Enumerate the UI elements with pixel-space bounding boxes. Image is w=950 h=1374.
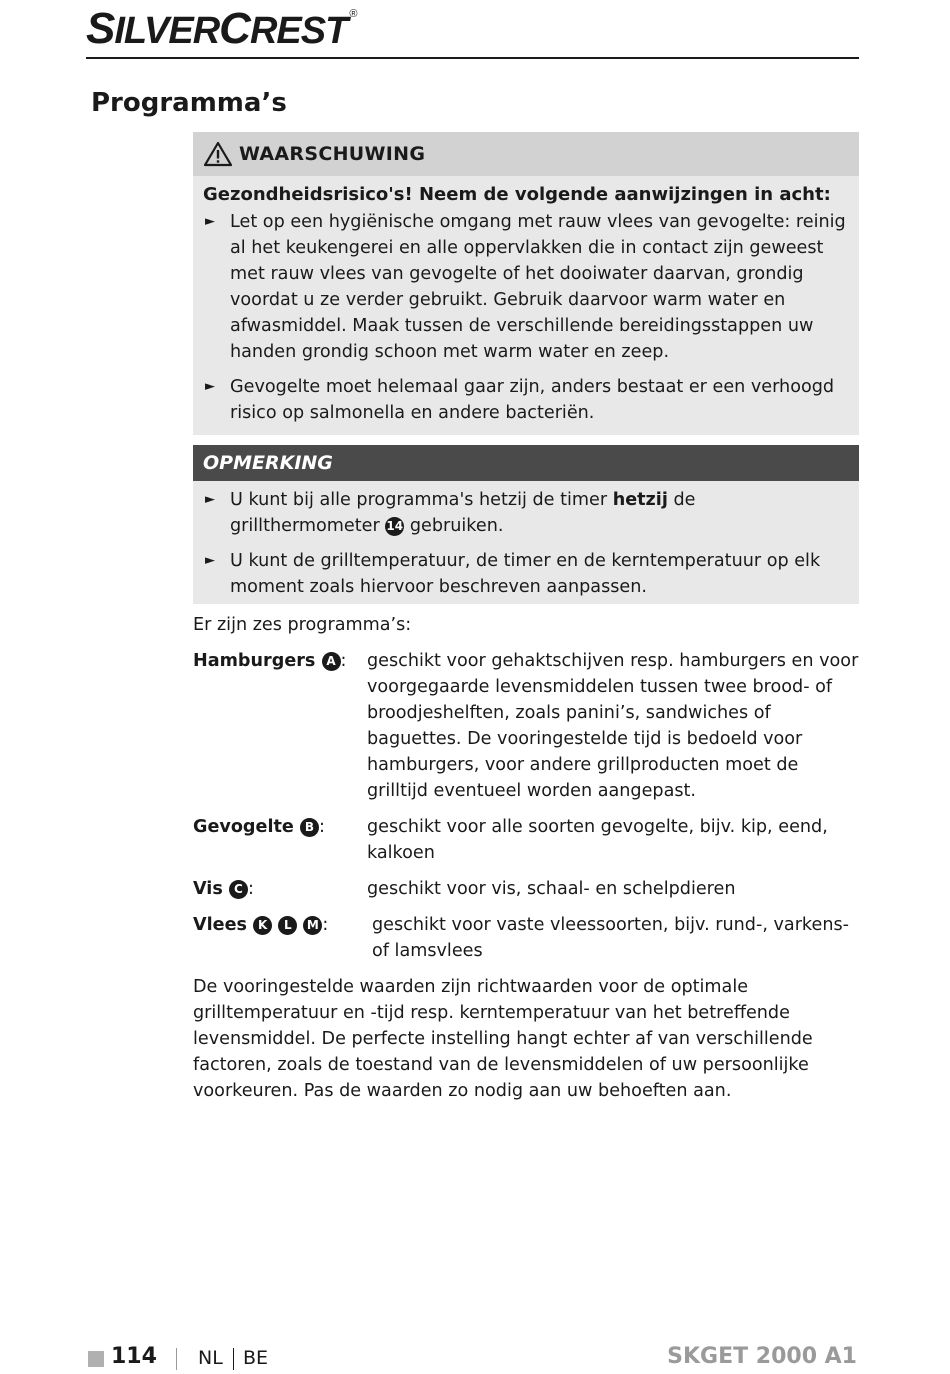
header-rule bbox=[86, 57, 859, 59]
program-description: geschikt voor vaste vleessoorten, bijv. rund-, varkens- of lamsvlees bbox=[372, 915, 849, 961]
page-number: 114 bbox=[111, 1344, 157, 1369]
model-number: SKGET 2000 A1 bbox=[667, 1344, 857, 1369]
main-content bbox=[193, 132, 859, 1104]
program-badge: A bbox=[322, 652, 341, 671]
program-name: Vlees K L M : bbox=[193, 915, 329, 935]
page-title: Programma’s bbox=[91, 88, 287, 118]
list-item: ► Let op een hygiënische omgang met rauw vlees van gevogelte: reinig al het keukengerei en alle oppervlakken die in contact zijn geweest met rauw vlees van gevogelte of het dooiwater daarvan, grondig voordat u ze verder gebruikt. Gebruik daarvoor warm water en afwasmiddel. Maak tussen de verschillende bereidingsstappen uw handen grondig schoon met warm water en zeep. bbox=[203, 209, 849, 365]
warning-triangle-icon bbox=[203, 141, 233, 167]
program-name: Gevogelte B : bbox=[193, 817, 325, 837]
note-header bbox=[193, 445, 859, 481]
program-name: Vis C : bbox=[193, 879, 254, 899]
footer-divider bbox=[233, 1348, 234, 1370]
warning-heading: WAARSCHUWING bbox=[239, 143, 426, 165]
program-description: geschikt voor alle soorten gevogelte, bijv. kip, eend, kalkoen bbox=[367, 817, 828, 863]
note-heading: OPMERKING bbox=[203, 452, 333, 474]
triangle-bullet-icon: ► bbox=[205, 492, 215, 507]
brand-logo: SILVERCREST ® bbox=[86, 4, 357, 53]
program-badge: K bbox=[253, 916, 272, 935]
program-description: geschikt voor gehaktschijven resp. hamburgers en voor voorgegaarde levensmiddelen tussen twee brood- of broodjeshelften, zoals panini’s, sandwiches of baguettes. De vooringestelde tijd is bedoeld voor hamburgers, voor andere grillproducten moet de grilltijd eventueel worden aangepast. bbox=[367, 651, 859, 801]
note-box bbox=[193, 445, 859, 604]
triangle-bullet-icon: ► bbox=[205, 553, 215, 568]
list-item: ► U kunt bij alle programma's hetzij de timer hetzij de grillthermometer 14 gebruiken. bbox=[203, 487, 849, 539]
note-list bbox=[193, 481, 859, 600]
warning-header bbox=[193, 132, 859, 176]
program-row bbox=[193, 912, 859, 964]
list-item: ► Gevogelte moet helemaal gaar zijn, anders bestaat er een verhoogd risico op salmonella en andere bacteriën. bbox=[203, 374, 849, 426]
program-name: Hamburgers A : bbox=[193, 651, 347, 671]
part-number-badge: 14 bbox=[385, 517, 404, 536]
footer-square-marker bbox=[88, 1351, 104, 1367]
footer-divider bbox=[176, 1348, 177, 1370]
program-badge: M bbox=[303, 916, 322, 935]
language-code: NL bbox=[198, 1347, 223, 1369]
warning-list bbox=[193, 209, 859, 426]
triangle-bullet-icon: ► bbox=[205, 214, 215, 229]
program-badge: C bbox=[229, 880, 248, 899]
programs-intro: Er zijn zes programma’s: bbox=[193, 615, 412, 635]
program-description: geschikt voor vis, schaal- en schelpdieren bbox=[367, 879, 736, 899]
closing-paragraph: De vooringestelde waarden zijn richtwaarden voor de optimale grilltemperatuur en -tijd resp. kerntemperatuur van het betreffende levensmiddel. De perfecte instelling hangt echter af van verschillende factoren, zoals de toestand van de levensmiddelen of uw persoonlijke voorkeuren. Pas de waarden zo nodig aan uw behoeften aan. bbox=[193, 977, 813, 1101]
program-badge: B bbox=[300, 818, 319, 837]
program-badge: L bbox=[278, 916, 297, 935]
program-row bbox=[193, 648, 859, 804]
language-code: BE bbox=[243, 1347, 269, 1369]
program-row bbox=[193, 876, 859, 902]
warning-subheading: Gezondheidsrisico's! Neem de volgende aanwijzingen in acht: bbox=[203, 184, 831, 205]
warning-box bbox=[193, 132, 859, 435]
program-row bbox=[193, 814, 859, 866]
triangle-bullet-icon: ► bbox=[205, 379, 215, 394]
list-item: ► U kunt de grilltemperatuur, de timer en de kerntemperatuur op elk moment zoals hiervoor beschreven aanpassen. bbox=[203, 548, 849, 600]
